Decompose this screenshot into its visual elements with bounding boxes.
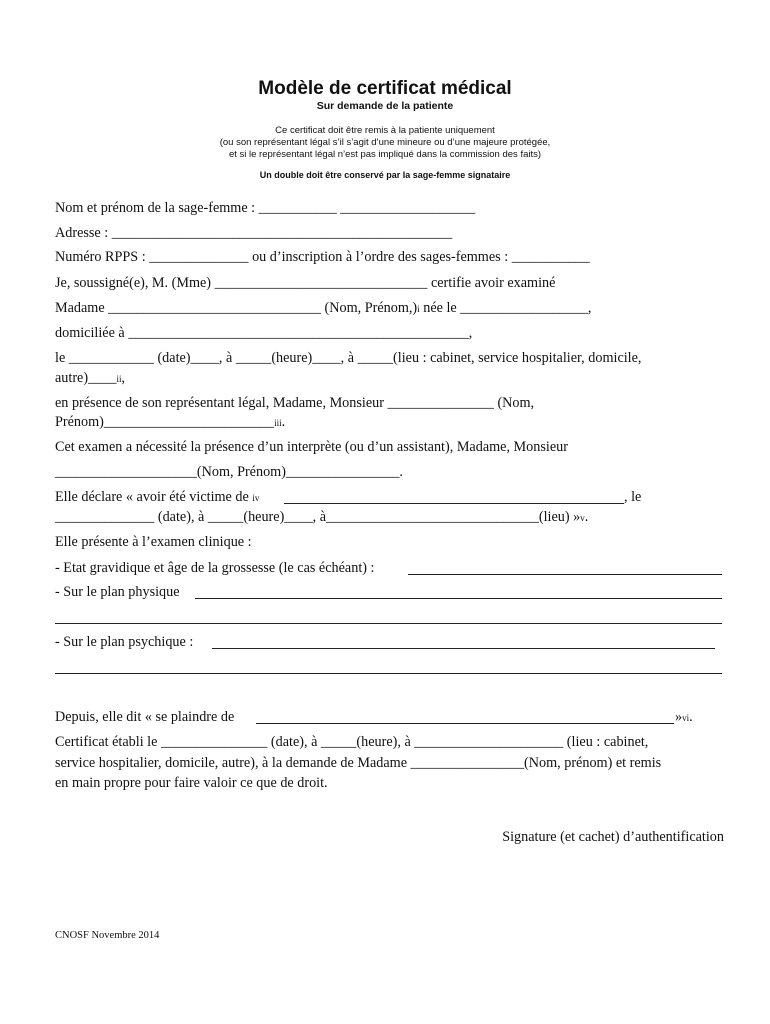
field-certificate-request: service hospitalier, domicile, autre), à la demande de Madame ________________(Nom, prénom) et remis: [55, 755, 662, 771]
field-pregnancy: - Etat gravidique et âge de la grossesse (le cas échéant) :: [55, 560, 375, 576]
blank-line: [55, 623, 722, 624]
blank-line: [212, 648, 715, 649]
footnote-marker: vi: [682, 713, 690, 723]
field-complaint: Depuis, elle dit « se plaindre de: [55, 709, 235, 725]
footer-text: CNOSF Novembre 2014: [55, 930, 160, 941]
double-notice: Un double doit être conservé par la sage-femme signataire: [259, 170, 511, 180]
field-psychological: - Sur le plan psychique :: [55, 634, 194, 650]
field-rpps: Numéro RPPS : ______________ ou d’inscription à l’ordre des sages-femmes : ___________: [55, 249, 590, 265]
field-interpreter-name: ____________________(Nom, Prénom)________________.: [55, 464, 403, 480]
footnote-marker: iv: [252, 493, 260, 503]
page-title: Modèle de certificat médical: [258, 78, 512, 99]
note-line-3: et si le représentant légal n’est pas impliqué dans la commission des faits): [228, 149, 542, 160]
footnote-marker: v: [580, 513, 585, 523]
field-legal-rep: en présence de son représentant légal, Madame, Monsieur _______________ (Nom,: [55, 395, 535, 411]
field-undersigned: Je, soussigné(e), M. (Mme) ______________________________ certifie avoir examiné: [55, 275, 556, 291]
field-declaration: [55, 489, 259, 506]
field-certificate-handover: en main propre pour faire valoir ce que de droit.: [55, 775, 328, 791]
footnote-marker: i: [417, 304, 420, 314]
field-legal-rep-name: Prénom)________________________iii.: [55, 414, 286, 430]
complaint-end: »vi.: [675, 709, 693, 725]
signature-label: Signature (et cachet) d’authentification: [502, 829, 724, 845]
field-midwife-name: Nom et prénom de la sage-femme : ___________ ___________________: [55, 200, 476, 216]
declaration-text: Elle déclare « avoir été victime de: [55, 489, 249, 505]
clinical-exam-heading: Elle présente à l’examen clinique :: [55, 534, 252, 550]
field-domicile: domiciliée à ________________________________________________,: [55, 325, 473, 341]
birthdate-text: née le __________________,: [419, 300, 592, 316]
other-text: autre)____: [55, 370, 117, 386]
blank-line: [55, 673, 722, 674]
field-exam-place-other: autre)____ii,: [55, 370, 126, 386]
declaration-date-label: , le: [624, 489, 642, 505]
note-line-1: Ce certificat doit être remis à la patiente uniquement: [275, 125, 495, 136]
field-physical: - Sur le plan physique: [55, 584, 180, 600]
legal-rep-name-text: Prénom)________________________: [55, 414, 275, 430]
blank-line: [408, 574, 722, 575]
patient-name-text: Madame ______________________________ (Nom, Prénom,): [55, 300, 418, 316]
declaration-datetime-text: ______________ (date), à _____(heure)____, à______________________________(lieu) »: [55, 509, 581, 525]
blank-line: [256, 723, 674, 724]
note-line-2: (ou son représentant légal s’il s’agit d’une mineure ou d’une majeure protégée,: [219, 137, 551, 148]
footnote-marker: iii: [274, 418, 282, 428]
field-exam-datetime: le ____________ (date)____, à _____(heure)____, à _____(lieu : cabinet, service hospitalier, domicile,: [55, 350, 642, 366]
quote-close: »: [675, 709, 683, 725]
footnote-marker: ii: [116, 374, 122, 384]
field-patient-name: [55, 300, 591, 317]
field-interpreter: Cet examen a nécessité la présence d’un interprète (ou d’un assistant), Madame, Monsieur: [55, 439, 568, 455]
page-subtitle: Sur demande de la patiente: [316, 100, 454, 112]
field-declaration-datetime: ______________ (date), à _____(heure)____, à______________________________(lieu) »v.: [55, 509, 589, 525]
field-certificate-datetime: Certificat établi le _______________ (date), à _____(heure), à _____________________ (lieu : cabinet,: [55, 734, 649, 750]
field-address: Adresse : ________________________________________________: [55, 225, 453, 241]
blank-line: [284, 503, 624, 504]
blank-line: [195, 598, 722, 599]
